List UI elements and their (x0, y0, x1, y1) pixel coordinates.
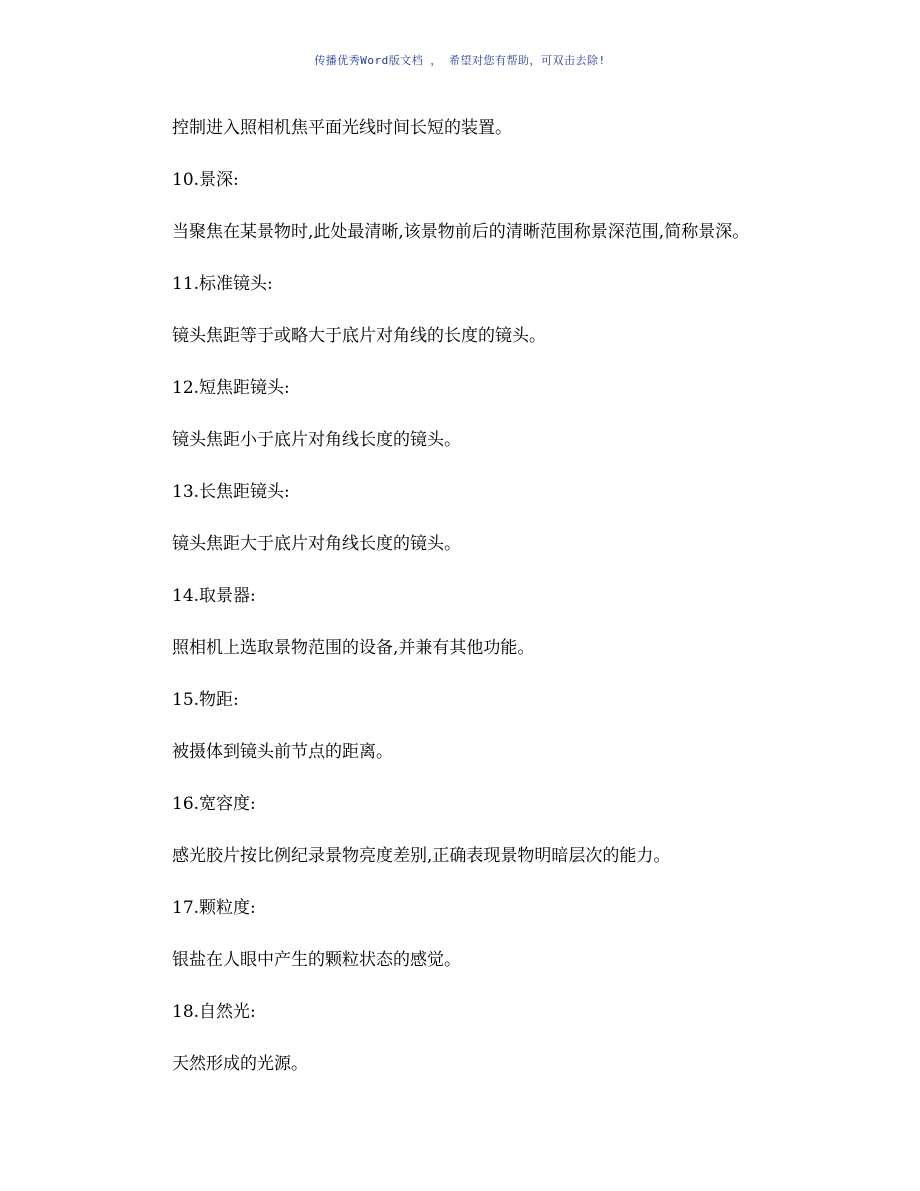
term-heading: 12.短焦距镜头: (172, 378, 290, 398)
definition-text: 镜头焦距小于底片对角线长度的镜头。 (172, 430, 461, 450)
definition-text: 镜头焦距大于底片对角线长度的镜头。 (172, 534, 461, 554)
term-heading: 10.景深: (172, 170, 239, 190)
term-heading: 16.宽容度: (172, 794, 256, 814)
definition-text: 被摄体到镜头前节点的距离。 (172, 742, 393, 762)
definition-text: 镜头焦距等于或略大于底片对角线的长度的镜头。 (172, 326, 546, 346)
term-heading: 15.物距: (172, 690, 239, 710)
term-heading: 13.长焦距镜头: (172, 482, 290, 502)
definition-text: 感光胶片按比例纪录景物亮度差别,正确表现景物明暗层次的能力。 (172, 846, 671, 866)
definition-text: 当聚焦在某景物时,此处最清晰,该景物前后的清晰范围称景深范围,简称景深。 (172, 222, 750, 242)
definition-text: 银盐在人眼中产生的颗粒状态的感觉。 (172, 950, 461, 970)
term-heading: 14.取景器: (172, 586, 256, 606)
definition-text: 控制进入照相机焦平面光线时间长短的装置。 (172, 118, 512, 138)
definition-text: 天然形成的光源。 (172, 1054, 308, 1074)
term-heading: 11.标准镜头: (172, 274, 273, 294)
watermark-header[interactable]: 传播优秀Word版文档 ， 希望对您有帮助，可双击去除! (314, 54, 606, 67)
term-heading: 18.自然光: (172, 1002, 256, 1022)
document-body (172, 116, 832, 1104)
term-heading: 17.颗粒度: (172, 898, 256, 918)
definition-text: 照相机上选取景物范围的设备,并兼有其他功能。 (172, 638, 535, 658)
